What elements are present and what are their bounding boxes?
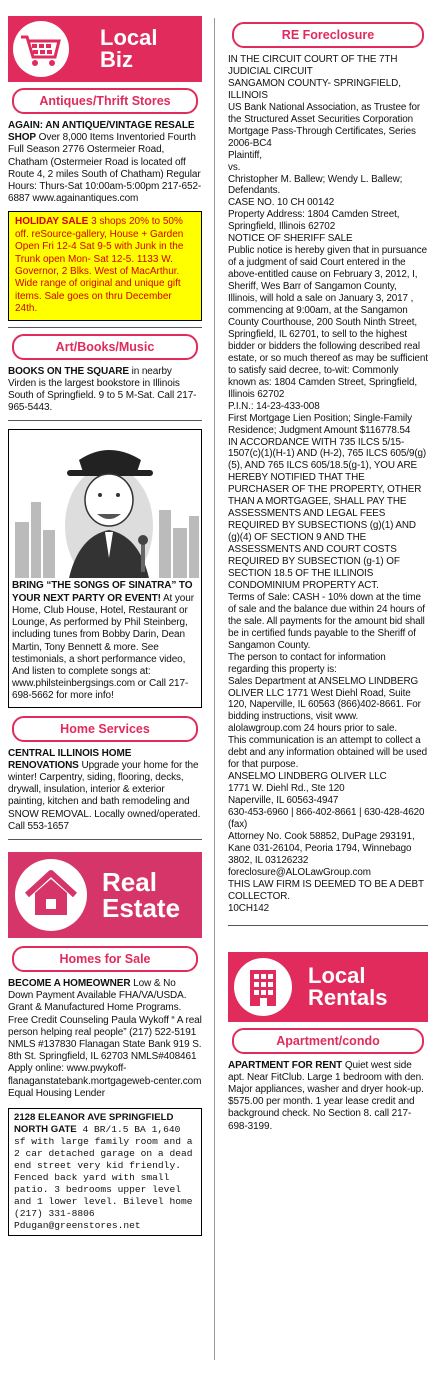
homes-for-sale-header: Homes for Sale: [12, 946, 198, 972]
right-column: [228, 0, 428, 1133]
foreclosure-line: Christopher M. Ballew; Wendy L. Ballew; Defendants.: [228, 173, 403, 197]
ad-home-renovations: CENTRAL ILLINOIS HOME RENOVATIONS Upgrade your home for the winter! Carpentry, siding, flooring, decks, drywall, insulation, interior & exterior painting, kitchen and bath remodeling and SNOW REMOVAL. Locally owned/operated. Call 553-1657: [8, 747, 201, 832]
local-biz-banner: [8, 16, 202, 82]
ad-books-on-the-square: BOOKS ON THE SQUARE in nearby Virden is the largest bookstore in Illinois South of Springfield. 9 to 5 M-Sat. Call 217-965-5443.: [8, 365, 197, 414]
foreclosure-line: foreclosure@ALOLawGroup.com: [228, 866, 371, 878]
singer-illustration: [9, 430, 201, 578]
left-column: [8, 0, 202, 1236]
foreclosure-line: IN THE CIRCUIT COURT OF THE 7TH JUDICIAL CIRCUIT: [228, 54, 398, 77]
foreclosure-line: This communication is an attempt to collect a debt and any information obtained will be used for that purpose.: [228, 735, 428, 771]
local-biz-title: Local Biz: [100, 25, 158, 72]
foreclosure-line: Sales Department at ANSELMO LINDBERG OLIVER LLC 1771 West Diehl Road, Suite 120, Naperville, IL 60563 (866)402-8661. For bidding instructions, visit www. alolawgroup.com 24 hours prior to sale.: [228, 675, 421, 735]
foreclosure-line: First Mortgage Lien Position; Single-Family Residence; Judgment Amount $116778.54: [228, 412, 412, 436]
ad-sinatra-text: BRING “THE SONGS OF SINATRA” TO YOUR NEXT PARTY OR EVENT! At your Home, Club House, Hotel, Restaurant or Lounge, As performed by Phil Steinberg, including tunes from Bobby Darin, Dean Martin, Tony Bennett & more. See testimonials, a short performance video, And listen to complete songs at: www.philsteinbergsings.com or Call 217-698-5662 for more info!: [12, 580, 194, 702]
ad-sinatra: [8, 429, 202, 707]
foreclosure-notice: [228, 54, 428, 915]
foreclosure-line: NOTICE OF SHERIFF SALE: [228, 233, 353, 245]
foreclosure-line: IN ACCORDANCE WITH 735 ILCS 5/15-1507(c)(1)(H-1) AND (H-2), 765 ILCS 605/9(g)(5), AND 765 ILCS 605/18.5(g-1), YOU ARE HEREBY NOTIFIED THAT THE PURCHASER OF THE PROPERTY, OTHER THAN A MORTGAGEE, SHALL PAY THE ASSESSMENTS AND LEGAL FEES REQUIRED BY SUBSECTIONS (g)(1) AND (g)(4) OF SECTION 9 AND THE ASSESSMENTS AND COURT COSTS REQUIRED BY SUBSECTION (g-1) OF SECTION 18.5 OF THE ILLINOIS CONDOMINIUM PROPERTY ACT.: [228, 436, 427, 591]
apartment-header: Apartment/condo: [232, 1028, 424, 1054]
foreclosure-line: Public notice is hereby given that in pursuance of a judgment of said Court entered in the above-entitled cause on February 3, 2012, I, Sheriff, Wes Barr of Sangamon County, Illinois, will hold a sale on January 3, 2017 , commencing at 9:00am, at the Sangamon County Courthouse, 200 South Ninth Street, Springfield, IL 62701, to sell to the highest bidder or bidders the following described real estate, or so much thereof as may be sufficient to satisfy said decree, to-wit: Commonly known as: 1804 Camden Street, Springfield, Illinois 62702: [228, 245, 428, 400]
foreclosure-line: Naperville, IL 60563-4947: [228, 795, 339, 807]
home-services-header: Home Services: [12, 716, 198, 742]
foreclosure-line: THIS LAW FIRM IS DEEMED TO BE A DEBT COLLECTOR.: [228, 878, 424, 902]
art-header: Art/Books/Music: [12, 334, 198, 360]
foreclosure-line: Attorney No. Cook 58852, DuPage 293191, Kane 031-26104, Peoria 1794, Winnebago 3802, IL 03126232: [228, 830, 415, 866]
ad-apartment-for-rent: APARTMENT FOR RENT Quiet west side apt. Near FitClub. Large 1 bedroom with den. Major appliances, washer and dryer hook-up. $575.00 per month. 1 year lease credit and background check. No Section 8. call 217-698-3199.: [228, 1059, 424, 1132]
ad-again-antiques: AGAIN: AN ANTIQUE/VINTAGE RESALE SHOP Over 8,000 Items Inventoried Fourth Full Season 2776 Ostermeier Road, Chatham (Ostermeier Road is located off Route 4, 2 miles South of Chatham) Regular Hours: Thurs-Sat 10:00am-5:00pm 217-652-6887 www.againantiques.com: [8, 120, 202, 205]
foreclosure-line: ANSELMO LINDBERG OLIVER LLC: [228, 771, 387, 783]
real-estate-banner: [8, 852, 202, 938]
foreclosure-line: Terms of Sale: CASH - 10% down at the time of sale and the balance due within 24 hours of the sale. All payments for the amount bid shall be in certified funds payable to the Sheriff of Sangamon County.: [228, 591, 425, 651]
divider: [8, 420, 202, 421]
foreclosure-line: P.I.N.: 14-23-433-008: [228, 400, 320, 412]
foreclosure-header: RE Foreclosure: [232, 22, 424, 48]
local-rentals-title: Local Rentals: [308, 962, 388, 1010]
divider: [8, 839, 202, 840]
foreclosure-line: CASE NO. 10 CH 00142: [228, 197, 335, 209]
foreclosure-line: Property Address: 1804 Camden Street, Springfield, Illinois 62702: [228, 209, 400, 233]
foreclosure-line: 10CH142: [228, 902, 270, 914]
foreclosure-line: Plaintiff,: [228, 149, 262, 161]
house-icon: [8, 852, 94, 938]
ad-eleanor-ave: 2128 ELEANOR AVE SPRINGFIELD NORTH GATE 4 BR/1.5 BA 1,640 sf with large family room and a 2 car detached garage on a dead end street very kid friendly. Fenced back yard with small patio. 3 bedrooms upper level and 1 lower level. Bilevel home (217) 331-8806 Pdugan@greenstores.net: [8, 1108, 202, 1236]
foreclosure-line: US Bank National Association, as Trustee for the Structured Asset Securities Corporation Mortgage Pass-Through Certificates, Series 2006-BC4: [228, 101, 421, 149]
shopping-cart-icon: [8, 16, 74, 82]
divider: [228, 925, 428, 926]
column-divider: [214, 18, 215, 1360]
ad-become-homeowner: BECOME A HOMEOWNER Low & No Down Payment Available FHA/VA/USDA. Grant & Manufactured Home Programs. Free Credit Counseling Paula Wykoff “ A real person helping real people” (217) 522-5191 NMLS #137830 Flanagan State Bank 919 S. 8th St. Springfield, IL 62703 NMLS#408461 Apply online: www.pwykoff-flanaganstatebank.mortgageweb-center.com Equal Housing Lender: [8, 977, 202, 1099]
ad-holiday-sale: HOLIDAY SALE 3 shops 20% to 50% off. reSource-gallery, House + Garden Open Fri 12-4 Sat 9-5 with Junk in the Trunk open Mon- Sat 12-5. 1133 W. Governor, 2 Blks. West of MacArthur. Wide range of original and unique gift items. Sale goes on thru December 24th.: [8, 211, 202, 320]
real-estate-title: Real Estate: [102, 866, 181, 923]
foreclosure-line: 630-453-6960 | 866-402-8661 | 630-428-4620 (fax): [228, 807, 425, 830]
foreclosure-line: 1771 W. Diehl Rd., Ste 120: [228, 783, 345, 795]
antiques-header: Antiques/Thrift Stores: [12, 88, 198, 114]
foreclosure-line: The person to contact for information regarding this property is:: [228, 651, 386, 675]
foreclosure-line: SANGAMON COUNTY- SPRINGFIELD, ILLINOIS: [228, 77, 401, 101]
local-rentals-banner: [228, 952, 428, 1022]
foreclosure-line: vs.: [228, 161, 241, 173]
apartment-building-icon: [228, 952, 298, 1022]
divider: [8, 327, 202, 328]
